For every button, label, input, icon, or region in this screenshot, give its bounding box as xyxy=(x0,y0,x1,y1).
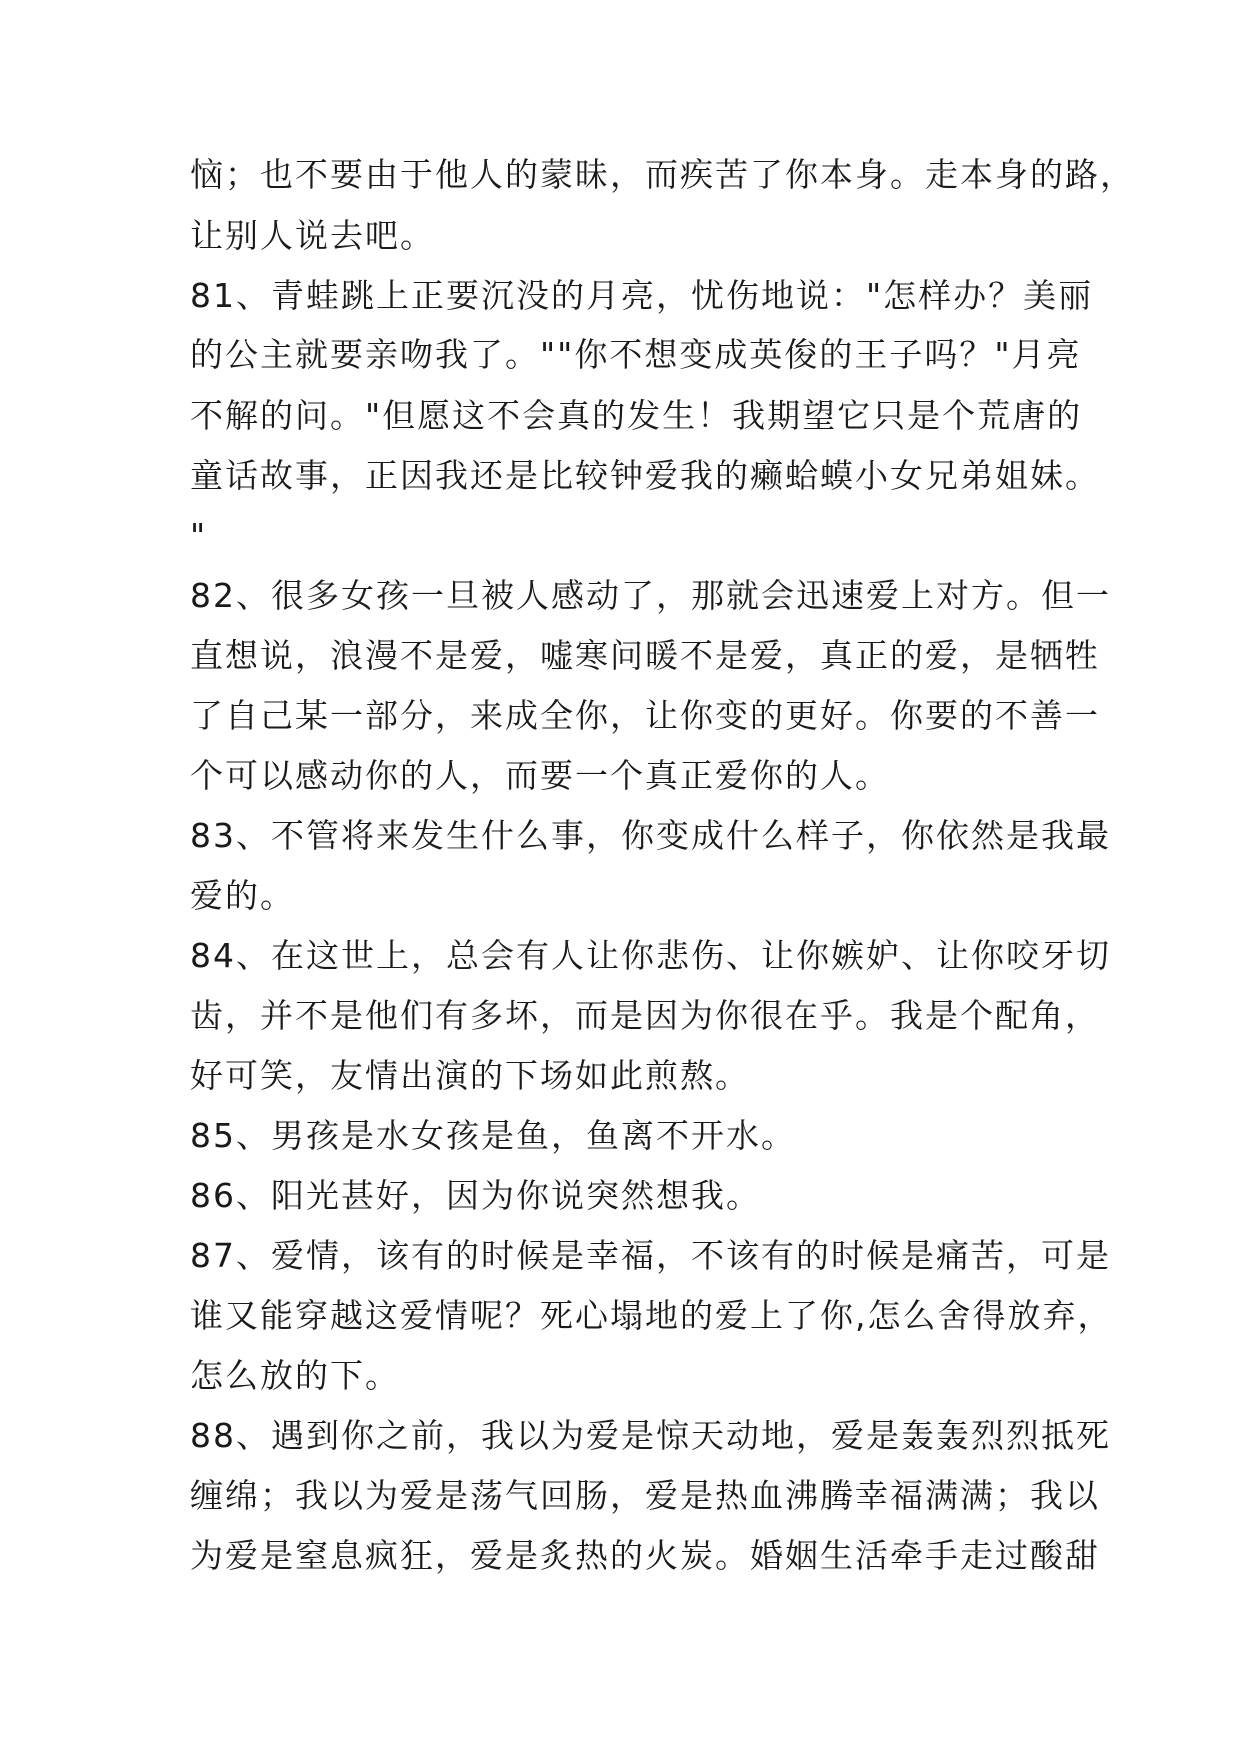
text-line: 为爱是窒息疯狂，爱是炙热的火炭。婚姻生活牵手走过酸甜 xyxy=(190,1536,1100,1575)
text-line: 83、不管将来发生什么事，你变成什么样子，你依然是我最 xyxy=(190,816,1111,855)
text-line: 81、青蛙跳上正要沉没的月亮，忧伤地说："怎样办？美丽 xyxy=(190,276,1094,315)
text-line: 恼；也不要由于他人的蒙昧，而疾苦了你本身。走本身的路， xyxy=(190,155,1135,194)
text-line: 82、很多女孩一旦被人感动了，那就会迅速爱上对方。但一 xyxy=(190,576,1111,615)
text-line: 86、阳光甚好，因为你说突然想我。 xyxy=(190,1176,761,1215)
text-line: 齿，并不是他们有多坏，而是因为你很在乎。我是个配角， xyxy=(190,996,1100,1035)
text-line: 87、爱情，该有的时候是幸福，不该有的时候是痛苦，可是 xyxy=(190,1236,1111,1275)
text-line: 不解的问。"但愿这不会真的发生！我期望它只是个荒唐的 xyxy=(190,396,1083,435)
text-line: 爱的。 xyxy=(190,876,295,915)
text-line: " xyxy=(190,516,208,555)
text-line: 84、在这世上，总会有人让你悲伤、让你嫉妒、让你咬牙切 xyxy=(190,936,1111,975)
text-line: 童话故事，正因我还是比较钟爱我的癞蛤蟆小女兄弟姐妹。 xyxy=(190,456,1100,495)
text-line: 85、男孩是水女孩是鱼，鱼离不开水。 xyxy=(190,1116,796,1155)
text-line: 了自己某一部分，来成全你，让你变的更好。你要的不善一 xyxy=(190,696,1100,735)
text-line: 谁又能穿越这爱情呢？死心塌地的爱上了你,怎么舍得放弃， xyxy=(190,1296,1113,1335)
text-line: 88、遇到你之前，我以为爱是惊天动地，爱是轰轰烈烈抵死 xyxy=(190,1416,1111,1455)
text-line: 好可笑，友情出演的下场如此煎熬。 xyxy=(190,1056,750,1095)
text-line: 让别人说去吧。 xyxy=(190,216,435,255)
text-line: 的公主就要亲吻我了。""你不想变成英俊的王子吗？"月亮 xyxy=(190,335,1082,374)
text-line: 怎么放的下。 xyxy=(190,1356,400,1395)
text-line: 个可以感动你的人，而要一个真正爱你的人。 xyxy=(190,756,890,795)
text-line: 缠绵；我以为爱是荡气回肠，爱是热血沸腾幸福满满；我以 xyxy=(190,1476,1100,1515)
text-line: 直想说，浪漫不是爱，嘘寒问暖不是爱，真正的爱，是牺牲 xyxy=(190,636,1100,675)
